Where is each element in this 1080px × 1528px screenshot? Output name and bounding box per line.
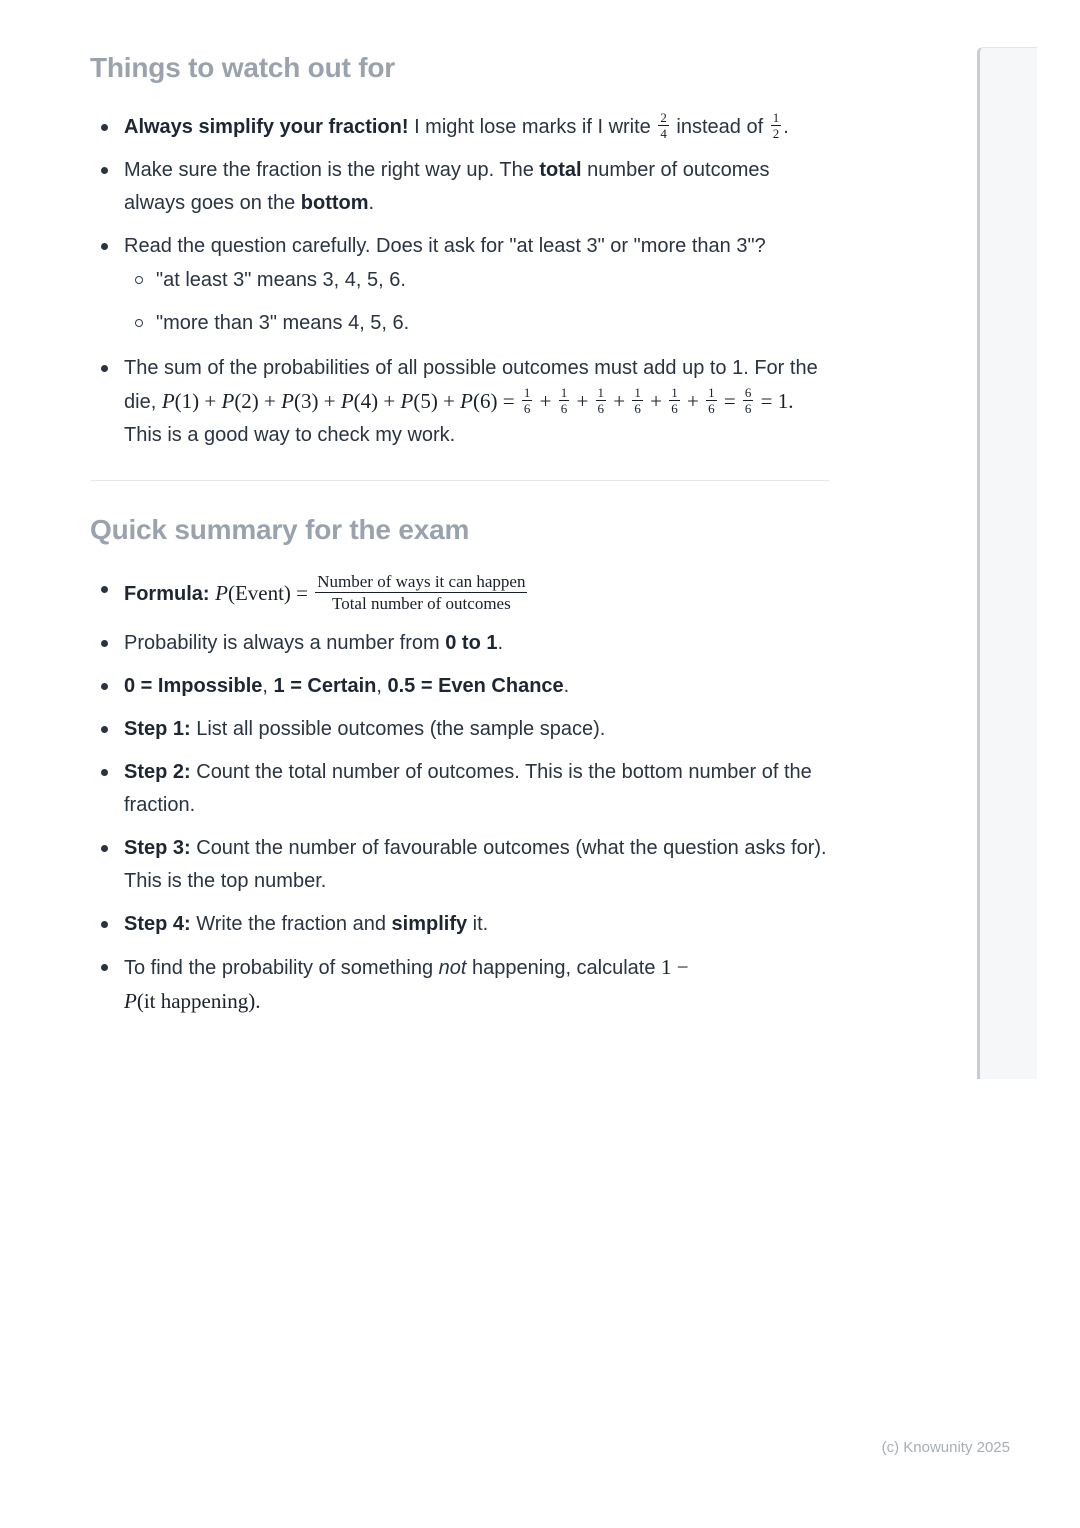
fraction [559,385,570,417]
fraction-denominator: 6 [634,401,641,417]
bullet-item [90,627,830,660]
text-segment: , [376,674,388,697]
fraction [522,385,533,417]
text-segment: number of outcomes always goes on the [124,159,770,214]
bullet-text [124,718,605,740]
bullet-marker-icon [101,964,108,971]
fraction-denominator: 6 [708,401,715,417]
text-segment: . [783,116,789,138]
bullet-marker-icon [101,243,108,250]
text-segment: = [718,389,741,413]
text-segment: This is a good way to check my work. [124,424,456,446]
bullet-item [90,573,830,617]
copyright-footer: (c) Knowunity 2025 [881,1439,1010,1456]
bullet-marker-icon [101,845,108,852]
text-segment: "more than 3" means 4, 5, 6. [156,312,410,334]
text-segment: instead of [670,116,769,138]
text-segment: 1 = Certain [273,674,377,697]
fraction [743,385,754,417]
bullet-marker-icon [101,365,108,372]
bullet-item [90,230,830,340]
text-segment: Formula: [124,583,216,606]
next-page-edge [977,47,1037,1079]
text-segment: + [571,389,594,413]
fraction-denominator: 2 [772,126,780,142]
bullet-item [90,352,830,452]
bullet-marker-icon [101,124,108,131]
text-segment: Step 1: [124,717,191,740]
fraction-numerator: 1 [560,384,568,400]
fraction-denominator: Total number of outcomes [332,594,511,614]
text-segment: 0 to 1 [445,631,498,654]
text-segment: "at least 3" means 3, 4, 5, 6. [156,269,406,291]
text-segment: + [534,389,557,413]
text-segment: . [563,674,570,697]
bullet-text [124,761,812,816]
fraction-numerator: Number of ways it can happen [315,571,527,593]
text-segment: I might lose marks if I write [408,116,657,138]
fraction-numerator: 1 [634,384,641,400]
fraction [669,385,680,417]
bullet-marker-icon [101,769,108,776]
bullet-item [90,111,830,144]
bullet-text [124,572,529,614]
text-segment: it. [467,912,489,935]
text-segment: 0 = Impossible [124,674,263,697]
bullet-list-things [90,111,830,452]
text-segment: (3) + [293,389,341,413]
text-segment: not [438,956,467,979]
bullet-item [90,756,830,822]
sub-bullet-item [124,307,830,340]
text-segment: (4) + [353,389,401,413]
bullet-text [124,954,689,1013]
bullet-marker-icon [101,726,108,733]
text-segment: P [124,988,137,1013]
bullet-marker-icon [101,586,108,593]
fraction-numerator: 1 [772,109,780,125]
sub-bullet-marker-icon [135,276,143,284]
bullet-marker-icon [101,921,108,928]
section-title-quick-summary: Quick summary for the exam [90,514,470,545]
fraction-numerator: 1 [708,384,715,400]
bullet-item [90,908,830,941]
fraction-numerator: 1 [597,384,605,400]
bullet-text [124,632,503,654]
fraction [596,385,607,417]
document-content [90,0,830,1029]
text-segment: Read the question carefully. Does it ask for "at least 3" or "more than 3"? [124,235,766,257]
fraction-denominator: 4 [660,126,667,142]
fraction-denominator: 6 [523,401,531,417]
text-segment: Step 3: [124,836,191,859]
text-segment: Always simplify your fraction! [124,116,409,138]
bullet-marker-icon [101,167,108,174]
bullet-list-summary [90,573,830,1019]
text-segment: 0.5 = Even Chance [387,674,564,697]
text-segment: + [681,389,705,413]
sub-bullet-list [124,264,830,340]
text-segment: happening, calculate [466,956,662,979]
bullet-text [156,269,406,291]
fraction [658,110,669,142]
fraction-denominator: 6 [744,401,752,417]
text-segment: . [368,192,375,214]
bullet-item [90,713,830,746]
text-segment: . [497,631,504,654]
fraction-numerator: 6 [744,384,752,400]
text-segment: Write the fraction and [190,912,392,935]
bullet-marker-icon [101,683,108,690]
text-segment: P [215,581,228,606]
text-segment: (1) + [174,389,222,413]
bullet-item [90,951,830,1019]
text-segment: P [400,389,414,413]
bullet-item [90,154,830,220]
text-segment: , [262,674,274,697]
bullet-item [90,670,830,703]
bullet-text [156,312,409,334]
section-divider [90,480,830,481]
text-segment: To find the probability of something [124,956,439,979]
section-quick-summary [90,514,830,1019]
bullet-text [124,837,827,892]
text-segment: List all possible outcomes (the sample space). [190,717,606,740]
fraction [632,385,643,417]
sub-bullet-item [124,264,830,297]
text-segment: Probability is always a number from [124,631,446,654]
text-segment: P [340,389,354,413]
text-segment: + [644,389,668,413]
bullet-text [124,159,769,214]
text-segment: simplify [391,912,468,935]
text-segment: P [460,389,473,413]
fraction-denominator: 6 [597,401,605,417]
section-things-to-watch-out-for [90,52,830,452]
sub-bullet-marker-icon [135,319,143,327]
text-segment: P [281,389,294,413]
bullet-item [90,832,830,898]
bullet-text [124,675,569,697]
bullet-text [124,109,789,142]
text-segment: 1 − [661,954,689,979]
text-segment: Count the number of favourable outcomes (what the question asks for). This is the top number. [124,836,827,892]
fraction [315,571,527,615]
text-segment: (2) + [234,389,282,413]
fraction-denominator: 6 [560,401,568,417]
fraction-numerator: 1 [671,384,678,400]
bullet-text [124,913,488,935]
bullet-marker-icon [101,640,108,647]
text-segment: Make sure the fraction is the right way up. The [124,159,540,181]
section-title-things-to-watch-out-for: Things to watch out for [90,52,395,83]
text-segment: The sum of the probabilities of all possible outcomes must add up to 1. For the die, [124,357,818,413]
text-segment: bottom [300,192,369,214]
fraction-denominator: 6 [671,401,678,417]
text-segment: total [539,159,582,181]
text-segment: + [608,389,631,413]
text-segment: (it happening). [136,988,261,1013]
bullet-text [124,357,818,446]
fraction [771,110,782,142]
text-segment: (6) = [473,389,520,413]
text-segment: Count the total number of outcomes. This is the bottom number of the fraction. [124,760,812,816]
fraction-numerator: 2 [660,109,667,125]
text-segment: (Event) = [227,581,314,606]
text-segment: P [221,389,235,413]
text-segment: (5) + [413,389,461,413]
fraction-numerator: 1 [523,384,531,400]
text-segment: = 1. [755,389,794,413]
text-segment: Step 4: [124,912,191,935]
bullet-text [124,235,766,257]
text-segment: P [161,389,175,413]
text-segment: Step 2: [124,760,191,783]
fraction [706,385,717,417]
